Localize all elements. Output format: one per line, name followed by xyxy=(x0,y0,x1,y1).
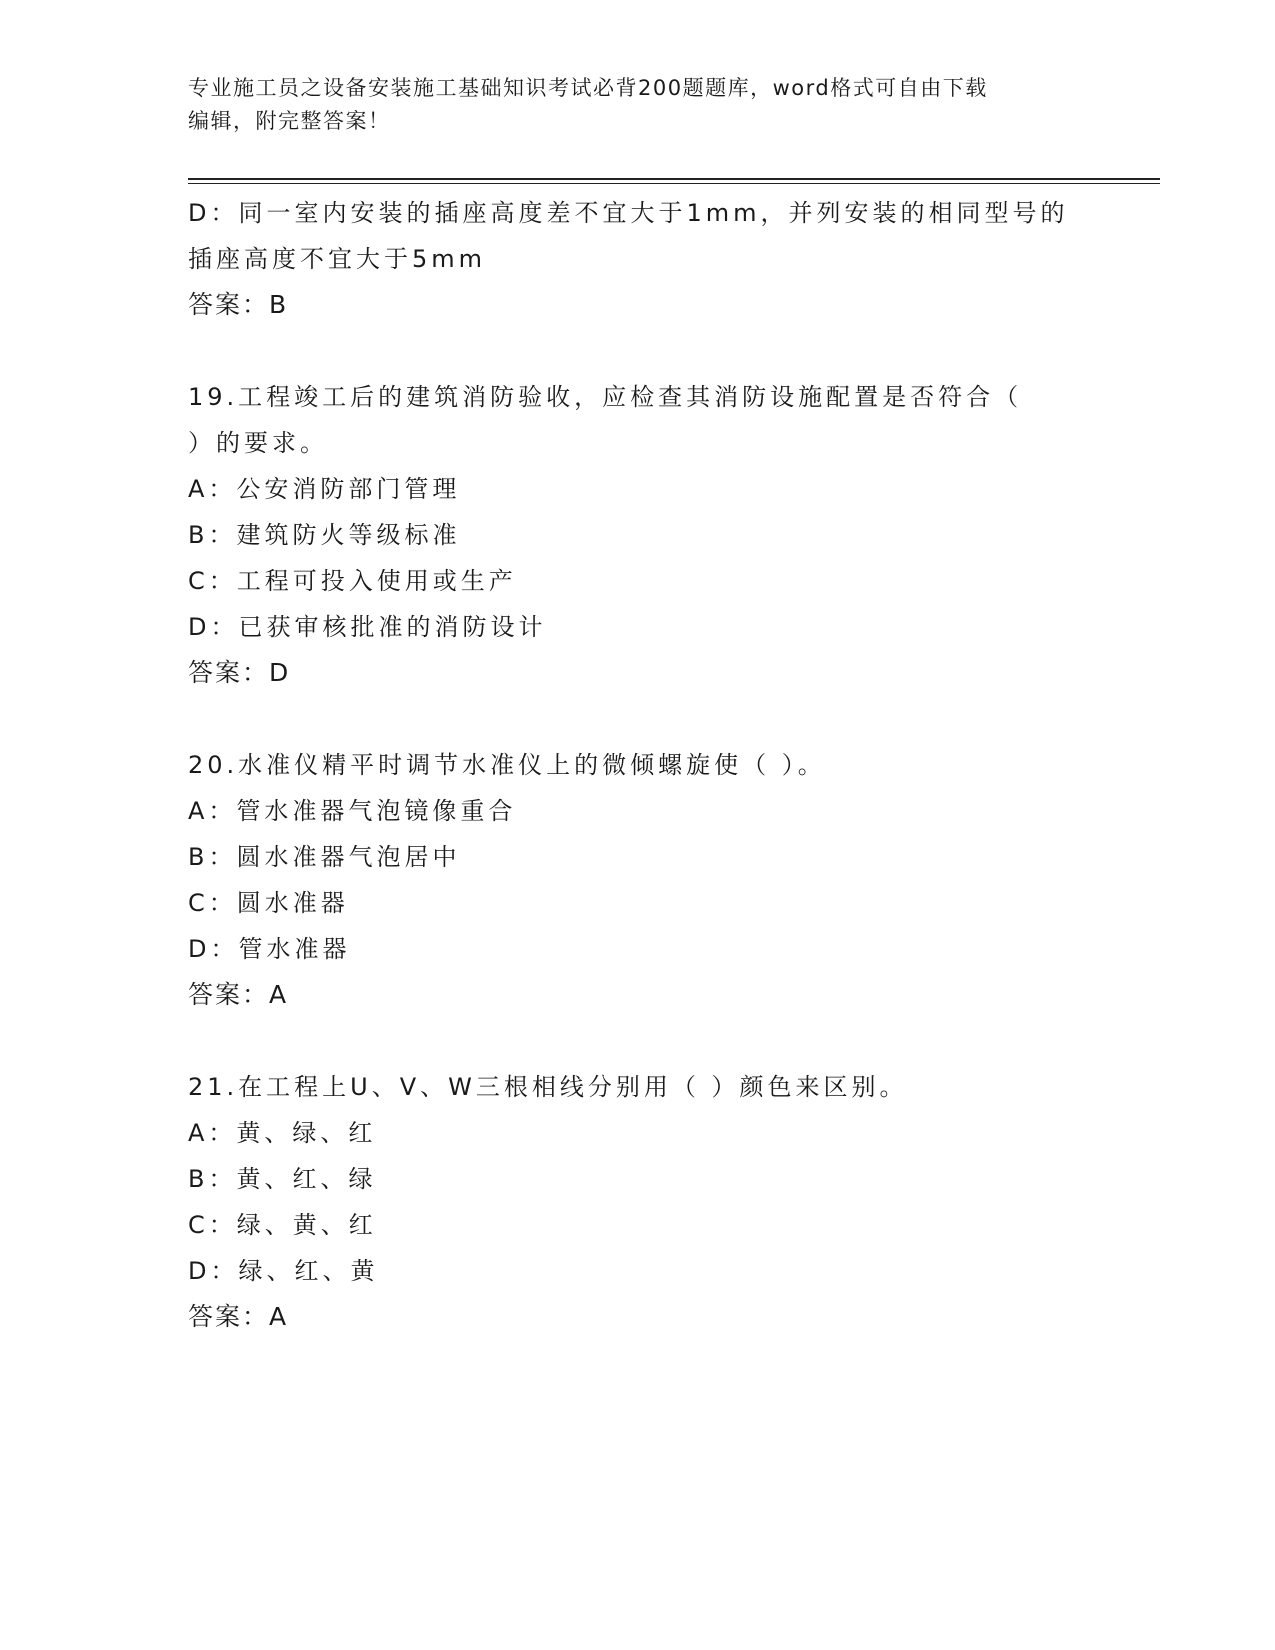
question-stem-line-1: 20.水准仪精平时调节水准仪上的微倾螺旋使（ ）。 xyxy=(188,751,826,779)
option-a: A：黄、绿、红 xyxy=(188,1119,377,1147)
option-b: B：黄、红、绿 xyxy=(188,1165,377,1193)
question-stem-line-1: 19.工程竣工后的建筑消防验收，应检查其消防设施配置是否符合（ xyxy=(188,383,1023,411)
question-18-continued xyxy=(188,190,1088,328)
question-20 xyxy=(188,742,1088,1018)
option-c: C：工程可投入使用或生产 xyxy=(188,567,517,595)
option-d-line-2: 插座高度不宜大于5mm xyxy=(188,245,487,273)
question-stem-line-2: ）的要求。 xyxy=(188,429,328,457)
document-body xyxy=(188,190,1088,1340)
document-header xyxy=(188,72,1068,138)
answer-line: 答案：D xyxy=(188,658,291,687)
option-a: A：公安消防部门管理 xyxy=(188,475,461,503)
header-rule-thick xyxy=(188,178,1160,180)
answer-line: 答案：A xyxy=(188,1302,289,1331)
option-d: D：绿、红、黄 xyxy=(188,1257,379,1285)
option-b: B：建筑防火等级标准 xyxy=(188,521,461,549)
answer-line: 答案：B xyxy=(188,290,289,319)
spacer xyxy=(188,1018,1088,1064)
option-b: B：圆水准器气泡居中 xyxy=(188,843,461,871)
option-c: C：圆水准器 xyxy=(188,889,349,917)
option-d: D：已获审核批准的消防设计 xyxy=(188,613,547,641)
question-stem-line-1: 21.在工程上U、V、W三根相线分别用（ ）颜色来区别。 xyxy=(188,1073,908,1101)
option-c: C：绿、黄、红 xyxy=(188,1211,377,1239)
option-a: A：管水准器气泡镜像重合 xyxy=(188,797,517,825)
header-rule-thin xyxy=(188,183,1160,184)
question-21 xyxy=(188,1064,1088,1340)
spacer xyxy=(188,328,1088,374)
option-d-line-1: D：同一室内安装的插座高度差不宜大于1mm，并列安装的相同型号的 xyxy=(188,199,1069,227)
option-d: D：管水准器 xyxy=(188,935,351,963)
header-line-2: 编辑，附完整答案！ xyxy=(188,109,391,133)
answer-line: 答案：A xyxy=(188,980,289,1009)
spacer xyxy=(188,696,1088,742)
header-line-1: 专业施工员之设备安装施工基础知识考试必背200题题库，word格式可自由下载 xyxy=(188,76,988,100)
question-19 xyxy=(188,374,1088,696)
